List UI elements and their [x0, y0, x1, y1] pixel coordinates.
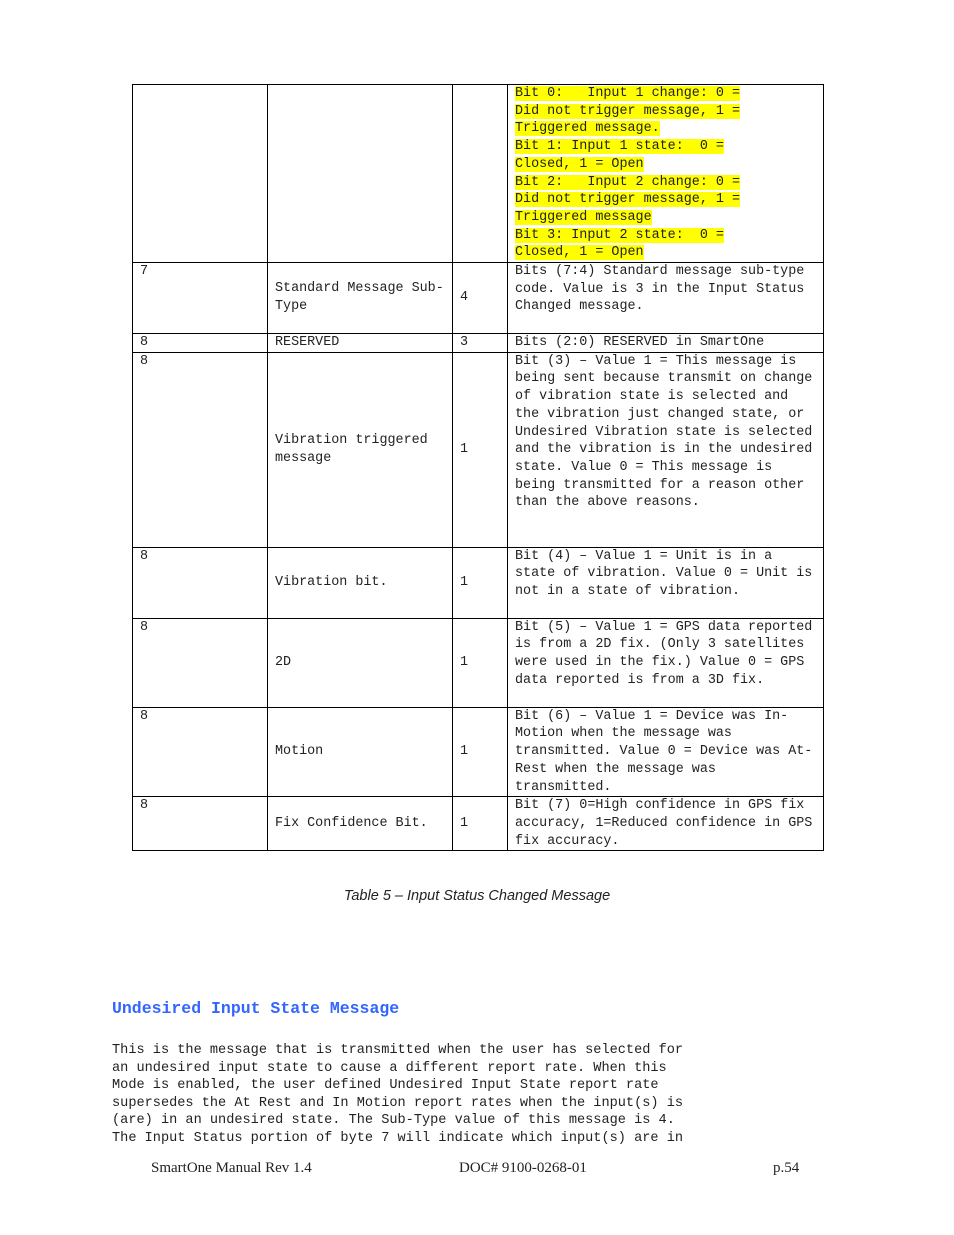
body-paragraph [112, 1042, 683, 1148]
table-row [133, 618, 824, 707]
body-line: Mode is enabled, the user defined Undesired Input State report rate [112, 1078, 659, 1094]
field-cell: Fix Confidence Bit. [268, 797, 453, 851]
body-line: supersedes the At Rest and In Motion report rates when the input(s) is [112, 1095, 684, 1111]
desc-cell: Bits (2:0) RESERVED in SmartOne [508, 334, 824, 353]
bits-cell: 3 [453, 334, 508, 353]
highlighted-line: Closed, 1 = Open [515, 245, 644, 261]
footer-manual-title: SmartOne Manual Rev 1.4 [151, 1160, 312, 1176]
desc-cell: Bits (7:4) Standard message sub-type code. Value is 3 in the Input Status Changed message. [508, 263, 824, 334]
table-row [133, 707, 824, 797]
highlighted-line: Bit 0: Input 1 change: 0 = [515, 86, 740, 101]
field-cell: RESERVED [268, 334, 453, 353]
section-heading: Undesired Input State Message [112, 999, 400, 1018]
desc-cell: Bit (5) – Value 1 = GPS data reported is from a 2D fix. (Only 3 satellites were used in the fix.) Value 0 = GPS data reported is from a 3D fix. [508, 618, 824, 707]
highlighted-line: Bit 3: Input 2 state: 0 = [515, 227, 724, 243]
byte-cell: 8 [133, 334, 268, 353]
bits-cell: 4 [453, 263, 508, 334]
byte-cell: 8 [133, 547, 268, 618]
highlighted-line: Bit 2: Input 2 change: 0 = [515, 174, 740, 190]
desc-cell: Bit (6) – Value 1 = Device was In-Motion when the message was transmitted. Value 0 = Device was At-Rest when the message was transmitted. [508, 707, 824, 797]
byte-cell: 8 [133, 352, 268, 547]
bits-cell: 1 [453, 618, 508, 707]
field-cell: Vibration bit. [268, 547, 453, 618]
table-caption: Table 5 – Input Status Changed Message [343, 888, 611, 904]
highlighted-line: Bit 1: Input 1 state: 0 = [515, 139, 724, 155]
field-cell: Vibration triggered message [268, 352, 453, 547]
byte-cell: 8 [133, 707, 268, 797]
body-line: The Input Status portion of byte 7 will indicate which input(s) are in [112, 1130, 684, 1146]
highlighted-line: Did not trigger message, 1 = [515, 192, 740, 208]
bits-cell [453, 85, 508, 263]
body-line: This is the message that is transmitted when the user has selected for [112, 1043, 684, 1058]
table-row [133, 85, 824, 263]
desc-cell: Bit (7) 0=High confidence in GPS fix accuracy, 1=Reduced confidence in GPS fix accuracy. [508, 797, 824, 851]
highlighted-line: Did not trigger message, 1 = [515, 103, 740, 119]
byte-cell: 8 [133, 797, 268, 851]
body-line: (are) in an undesired state. The Sub-Type value of this message is 4. [112, 1113, 675, 1129]
byte-cell: 8 [133, 618, 268, 707]
highlighted-line: Closed, 1 = Open [515, 156, 644, 172]
table-row [133, 797, 824, 851]
byte-cell [133, 85, 268, 263]
highlighted-line: Triggered message [515, 209, 652, 225]
table-row [133, 547, 824, 618]
field-cell: 2D [268, 618, 453, 707]
table-row [133, 352, 824, 547]
field-cell: Standard Message Sub-Type [268, 263, 453, 334]
desc-cell: Bit (4) – Value 1 = Unit is in a state of vibration. Value 0 = Unit is not in a state of vibration. [508, 547, 824, 618]
desc-cell: Bit (3) – Value 1 = This message is being sent because transmit on change of vibration state is selected and the vibration just changed state, or Undesired Vibration state is selected and the vibration is in the undesired state. Value 0 = This message is being transmitted for a reason other than the above reasons. [508, 352, 824, 547]
field-cell: Motion [268, 707, 453, 797]
bits-cell: 1 [453, 797, 508, 851]
field-cell [268, 85, 453, 263]
input-status-table [132, 84, 824, 851]
highlighted-line: Triggered message. [515, 121, 660, 137]
footer-page-number: p.54 [773, 1160, 800, 1176]
bits-cell: 1 [453, 352, 508, 547]
bits-cell: 1 [453, 547, 508, 618]
body-line: an undesired input state to cause a different report rate. When this [112, 1060, 667, 1076]
byte-cell: 7 [133, 263, 268, 334]
desc-cell [508, 85, 824, 263]
footer-doc-number: DOC# 9100-0268-01 [459, 1160, 587, 1176]
bits-cell: 1 [453, 707, 508, 797]
table-row [133, 334, 824, 353]
table-row [133, 263, 824, 334]
